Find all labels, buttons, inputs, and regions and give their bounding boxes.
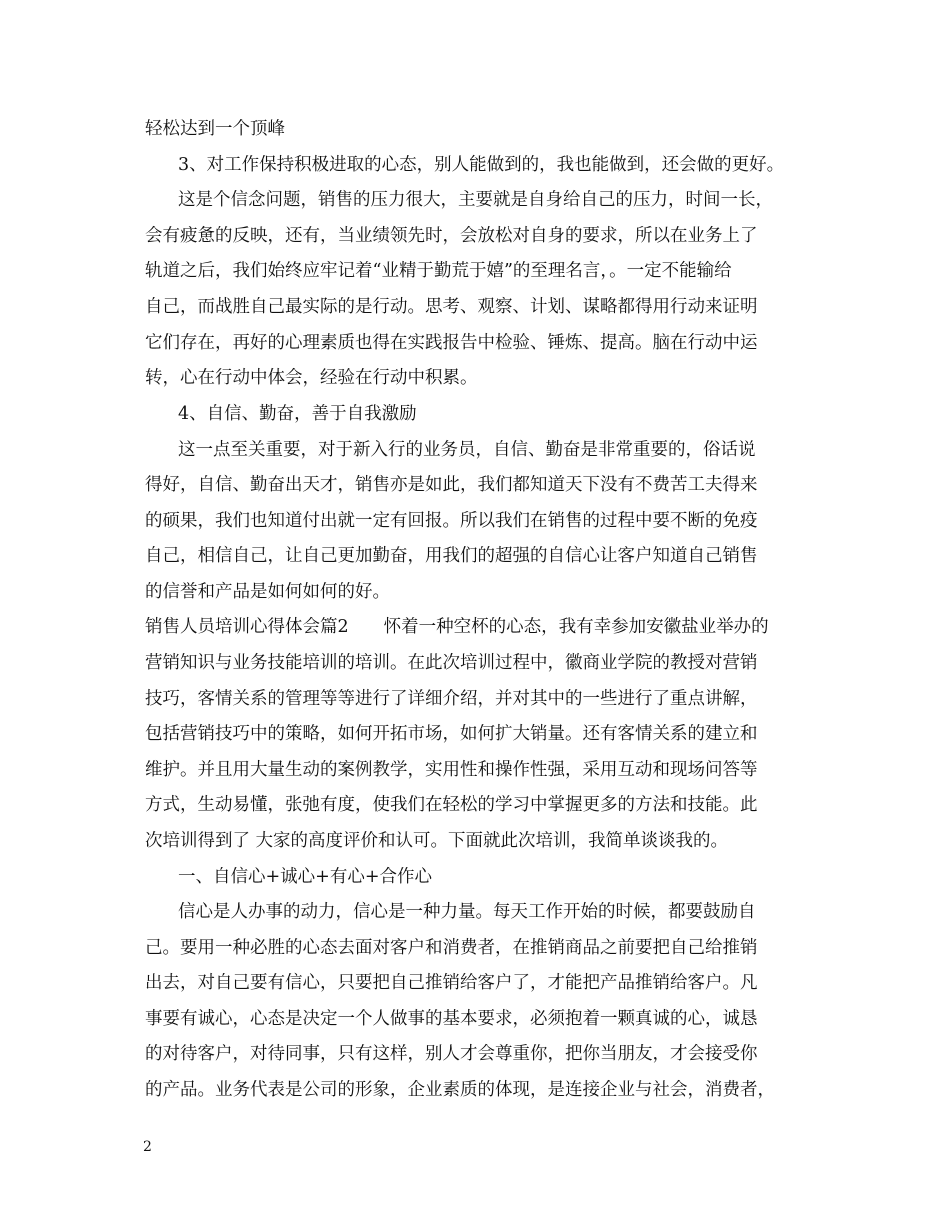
text-line: 次培训得到了 大家的高度评价和认可。下面就此次培训，我简单谈谈我的。: [145, 831, 729, 851]
text-line: 事要有诚心，心态是决定一个人做事的基本要求，必须抱着一颗真诚的心，诚恳: [145, 1009, 758, 1029]
text-line: 自己，相信自己，让自己更加勤奋，用我们的超强的自信心让客户知道自己销售: [145, 546, 758, 566]
text-line: 信心是人办事的动力，信心是一种力量。每天工作开始的时候，都要鼓励自: [178, 902, 756, 922]
text-line: 3、对工作保持积极进取的心态，别人能做到的，我也能做到，还会做的更好。: [178, 155, 785, 175]
text-line: 的对待客户，对待同事，只有这样，别人才会尊重你，把你当朋友，才会接受你: [145, 1044, 758, 1064]
text-line: 转，心在行动中体会，经验在行动中积累。: [145, 368, 478, 388]
text-line: 会有疲惫的反映，还有，当业绩领先时，会放松对自身的要求，所以在业务上了: [145, 226, 758, 246]
text-line: 包括营销技巧中的策略，如何开拓市场，如何扩大销量。还有客情关系的建立和: [145, 724, 758, 744]
text-line: 维护。并且用大量生动的案例教学，实用性和操作性强，采用互动和现场问答等: [145, 760, 758, 780]
text-line: 的信誉和产品是如何如何的好。: [145, 582, 390, 602]
text-line: 出去，对自己要有信心，只要把自己推销给客户了，才能把产品推销给客户。凡: [145, 973, 758, 993]
text-line: 它们存在，再好的心理素质也得在实践报告中检验、锤炼、提高。脑在行动中运: [145, 333, 758, 353]
page-number: 2: [143, 1139, 152, 1155]
text-line: 己。要用一种必胜的心态去面对客户和消费者，在推销商品之前要把自己给推销: [145, 938, 758, 958]
text-line: 技巧，客情关系的管理等等进行了详细介绍，并对其中的一些进行了重点讲解，: [145, 689, 758, 709]
text-line: 轨道之后，我们始终应牢记着“业精于勤荒于嬉”的至理名言，。一定不能输给: [145, 261, 732, 281]
text-line: 这一点至关重要，对于新入行的业务员，自信、勤奋是非常重要的，俗话说: [178, 440, 756, 460]
text-line: 得好，自信、勤奋出天才，销售亦是如此，我们都知道天下没有不费苦工夫得来: [145, 475, 758, 495]
text-line: 方式，生动易懂，张弛有度，使我们在轻松的学习中掌握更多的方法和技能。此: [145, 795, 758, 815]
text-line: 轻松达到一个顶峰: [145, 119, 285, 139]
text-line: 营销知识与业务技能培训的培训。在此次培训过程中，徽商业学院的教授对营销: [145, 653, 758, 673]
text-line: 一、自信心+诚心+有心+合作心: [178, 867, 432, 887]
text-line: 这是个信念问题，销售的压力很大，主要就是自身给自己的压力，时间一长，: [178, 190, 773, 210]
text-line: 自己，而战胜自己最实际的是行动。思考、观察、计划、谋略都得用行动来证明: [145, 297, 758, 317]
text-line: 4、自信、勤奋，善于自我激励: [178, 404, 417, 424]
text-line: 的硕果，我们也知道付出就一定有回报。所以我们在销售的过程中要不断的免疫: [145, 511, 758, 531]
section-heading-line: 销售人员培训心得体会篇2 怀着一种空杯的心态，我有幸参加安徽盐业举办的: [145, 617, 769, 637]
text-line: 的产品。业务代表是公司的形象，企业素质的体现，是连接企业与社会，消费者，: [145, 1080, 775, 1100]
